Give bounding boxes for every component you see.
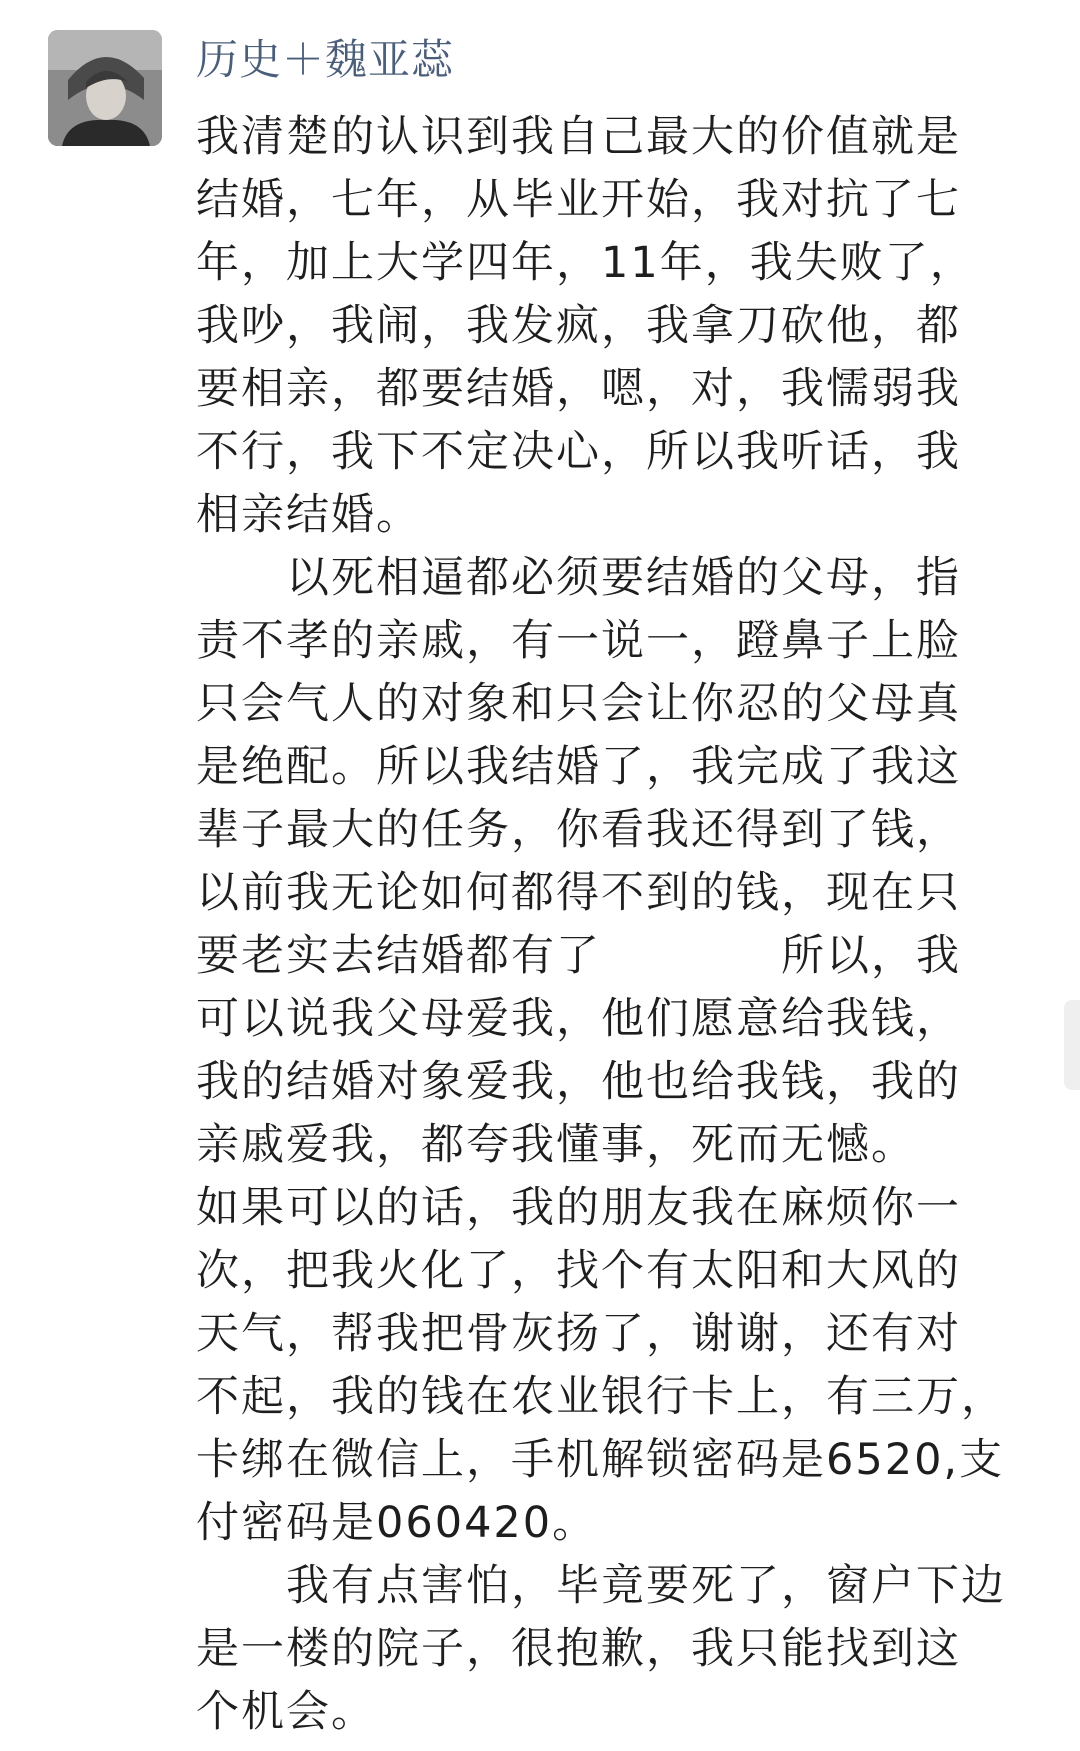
post-text-line: 我有点害怕，毕竟要死了，窗户下边: [196, 1561, 1006, 1611]
post-text-line: 要相亲，都要结婚，嗯，对，我懦弱我: [196, 364, 961, 414]
scrollbar-handle[interactable]: [1064, 1000, 1080, 1090]
username[interactable]: 历史＋魏亚蕊: [196, 35, 455, 84]
post-text-line: 辈子最大的任务，你看我还得到了钱，: [196, 805, 961, 855]
post-text-line: 不起，我的钱在农业银行卡上，有三万，: [196, 1372, 1006, 1422]
post-text-line: 以死相逼都必须要结婚的父母，指: [196, 553, 961, 603]
post-text-line: 要老实去结婚都有了 所以，我: [196, 931, 961, 981]
avatar-photo-icon: [48, 30, 162, 146]
post-text-line: 我吵，我闹，我发疯，我拿刀砍他，都: [196, 301, 961, 351]
post-text-line: 天气，帮我把骨灰扬了，谢谢，还有对: [196, 1309, 961, 1359]
post-text-line: 可以说我父母爱我，他们愿意给我钱，: [196, 994, 961, 1044]
post-text-line: 结婚，七年，从毕业开始，我对抗了七: [196, 175, 961, 225]
post-text-line: 年，加上大学四年，11年，我失败了，: [196, 238, 975, 288]
post-text-line: 付密码是060420。: [196, 1498, 598, 1548]
post-text-line: 我清楚的认识到我自己最大的价值就是: [196, 112, 961, 162]
post-text-line: 次，把我火化了，找个有太阳和大风的: [196, 1246, 961, 1296]
post-text-line: 不行，我下不定决心，所以我听话，我: [196, 427, 961, 477]
post-text-line: 只会气人的对象和只会让你忍的父母真: [196, 679, 961, 729]
post-text-line: 亲戚爱我，都夸我懂事，死而无憾。: [196, 1120, 916, 1170]
post-body: [196, 106, 1036, 1744]
post-text-line: 以前我无论如何都得不到的钱，现在只: [196, 868, 961, 918]
post-text-line: 责不孝的亲戚，有一说一，蹬鼻子上脸: [196, 616, 961, 666]
post-text-line: 是绝配。所以我结婚了，我完成了我这: [196, 742, 961, 792]
post-text-line: 个机会。: [196, 1687, 376, 1737]
post-text-line: 如果可以的话，我的朋友我在麻烦你一: [196, 1183, 961, 1233]
avatar[interactable]: [48, 30, 162, 146]
post-text-line: 相亲结婚。: [196, 490, 421, 540]
post-text-line: 是一楼的院子，很抱歉，我只能找到这: [196, 1624, 961, 1674]
post-text-line: 卡绑在微信上，手机解锁密码是6520,支: [196, 1435, 1005, 1485]
post-text-line: 我的结婚对象爱我，他也给我钱，我的: [196, 1057, 961, 1107]
